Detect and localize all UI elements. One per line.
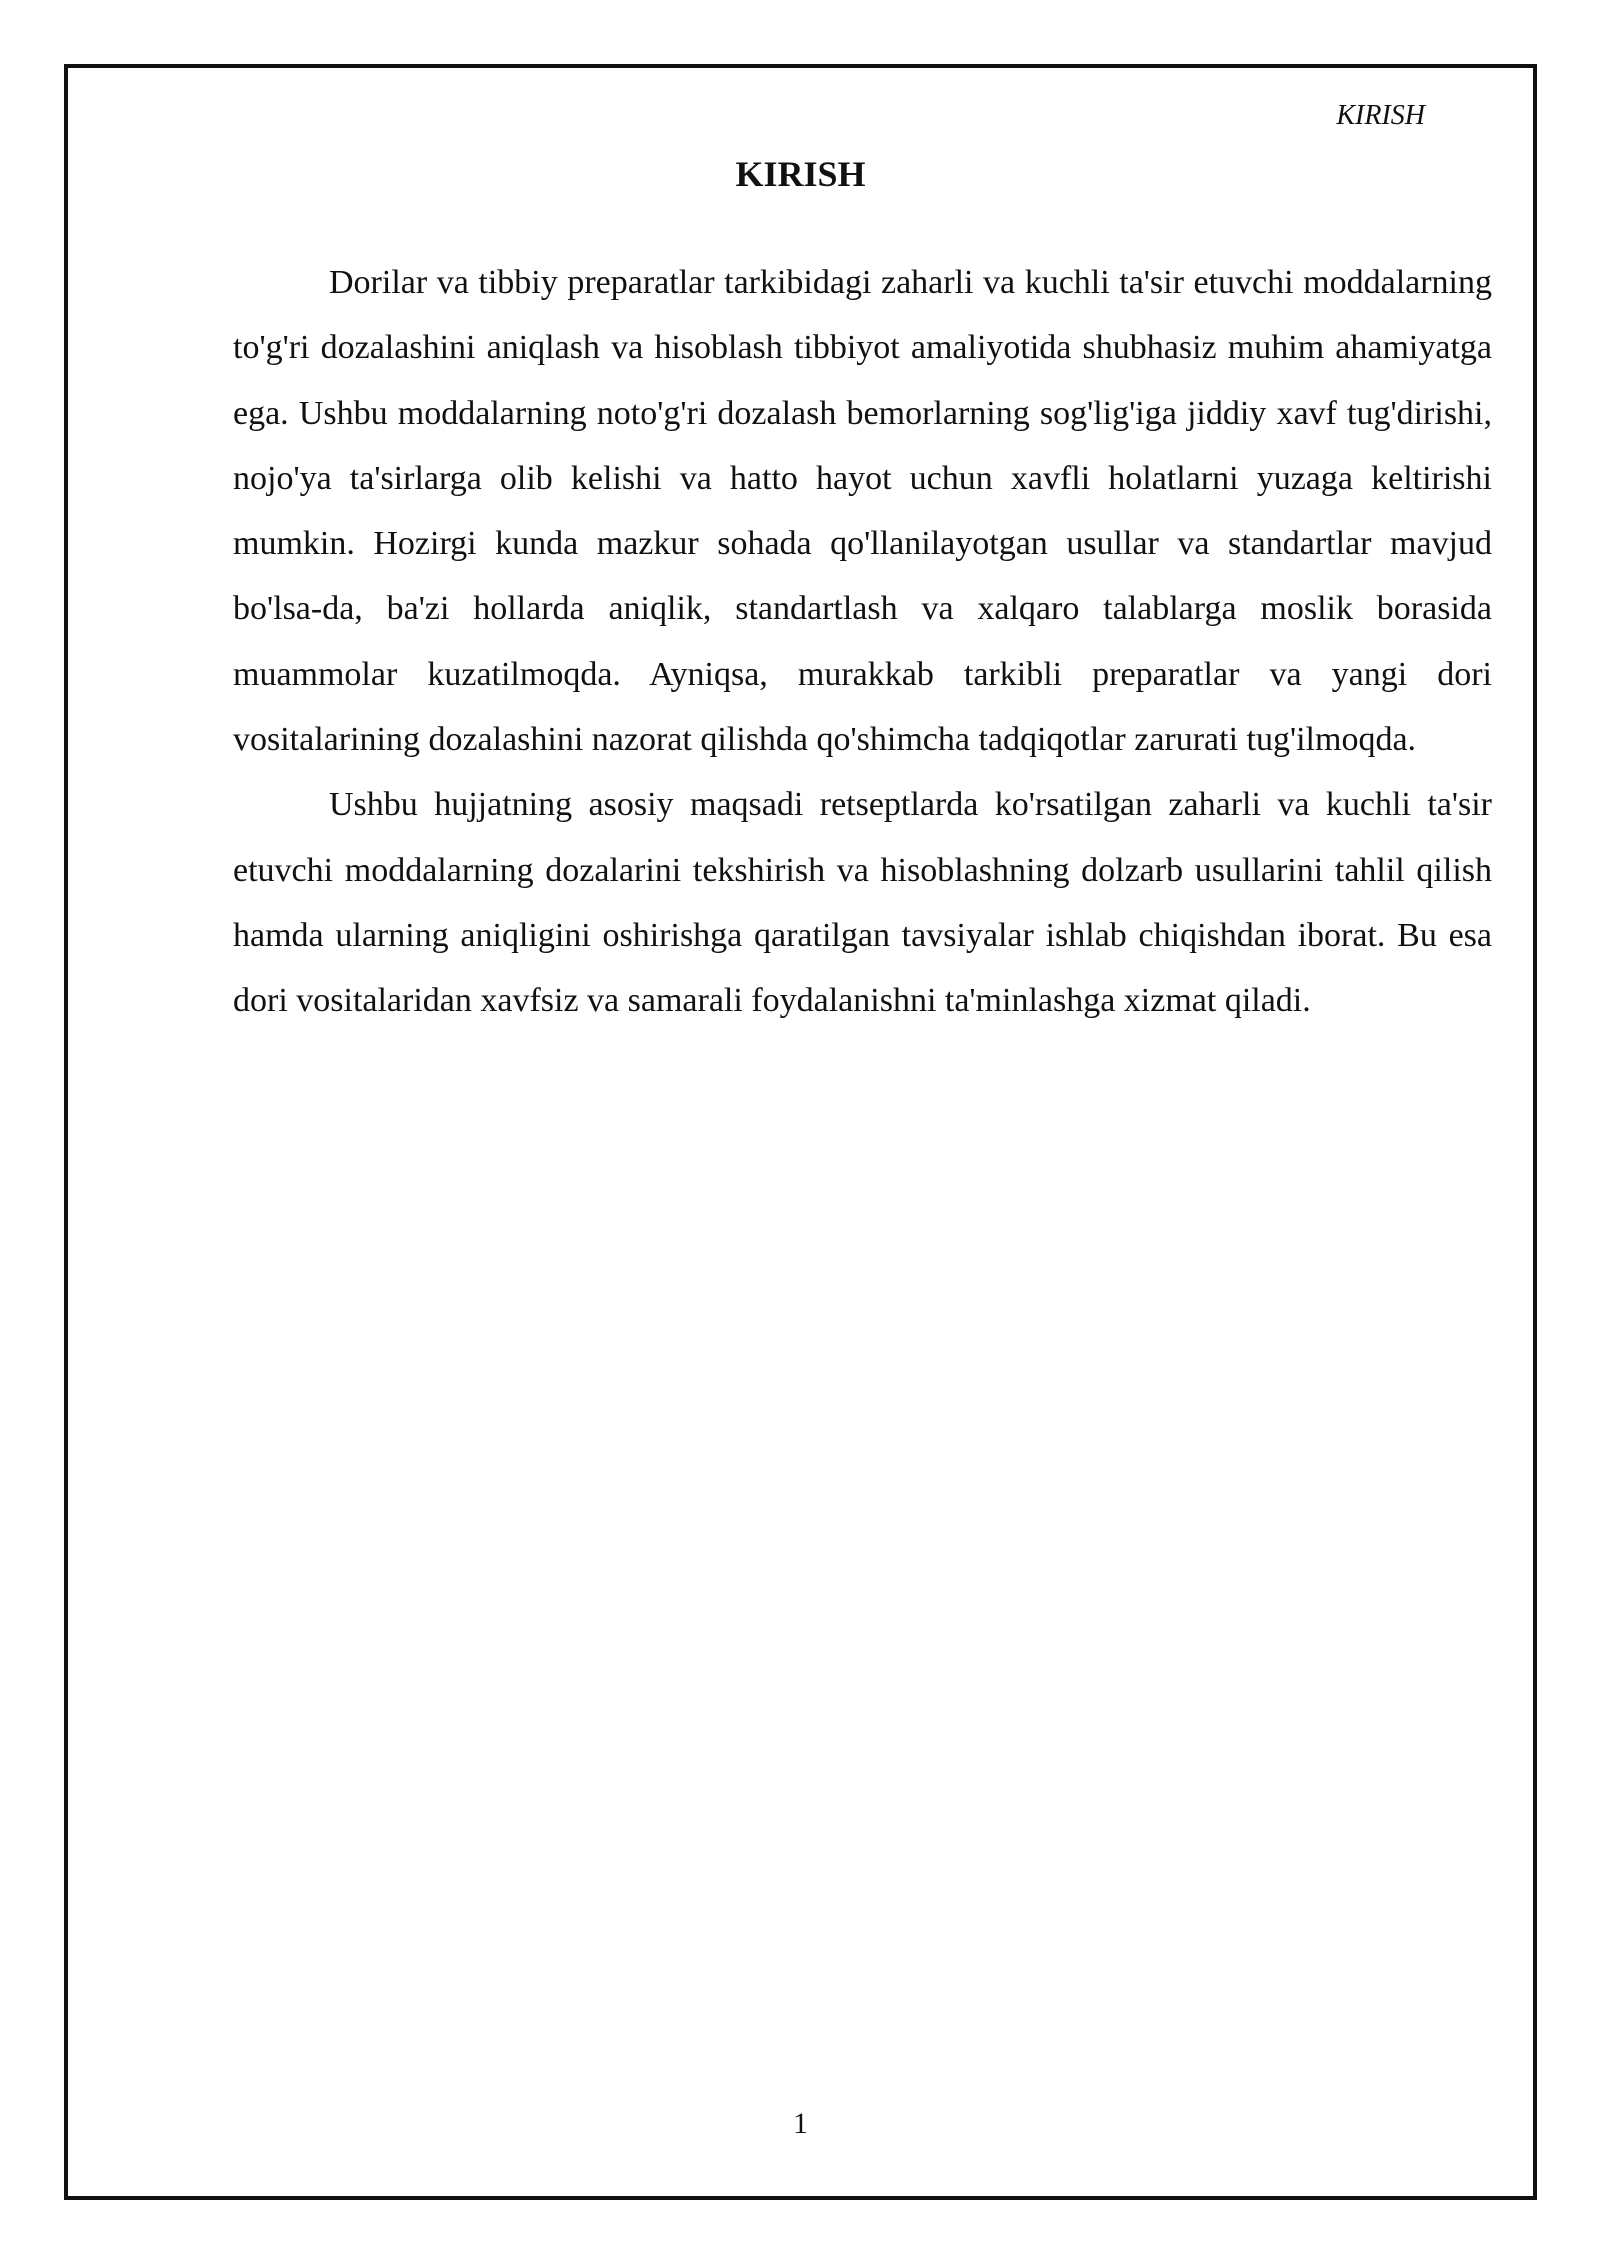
paragraph-purpose: Ushbu hujjatning asosiy maqsadi retseptlarda ko'rsatilgan zaharli va kuchli ta'sir etuvchi moddalarning dozalarini tekshirish va hisoblashning dolzarb usullarini tahlil qilish hamda ularning aniqligini oshirishga qaratilgan tavsiyalar ishlab chiqishdan iborat. Bu esa dori vositalaridan xavfsiz va samarali foydalanishni ta'minlashga xizmat qiladi. bbox=[233, 786, 1492, 1020]
paragraph-introduction: Dorilar va tibbiy preparatlar tarkibidagi zaharli va kuchli ta'sir etuvchi moddalarning to'g'ri dozalashini aniqlash va hisoblash tibbiyot amaliyotida shubhasiz muhim ahamiyatga ega. Ushbu moddalarning noto'g'ri dozalash bemorlarning sog'lig'iga jiddiy xavf tug'dirishi, nojo'ya ta'sirlarga olib kelishi va hatto hayot uchun xavfli holatlarni yuzaga keltirishi mumkin. Hozirgi kunda mazkur sohada qo'llanilayotgan usullar va standartlar mavjud bo'lsa-da, ba'zi hollarda aniqlik, standartlash va xalqaro talablarga moslik borasida muammolar kuzatilmoqda. Ayniqsa, murakkab tarkibli preparatlar va yangi dori vositalarining dozalashini nazorat qilishda qo'shimcha tadqiqotlar zarurati tug'ilmoqda. bbox=[233, 264, 1492, 759]
document-title: KIRISH bbox=[735, 154, 866, 194]
page-frame bbox=[64, 64, 1537, 2200]
running-header: KIRISH bbox=[1336, 100, 1425, 131]
page-number: 1 bbox=[793, 2107, 808, 2140]
body-text bbox=[233, 250, 1492, 1034]
